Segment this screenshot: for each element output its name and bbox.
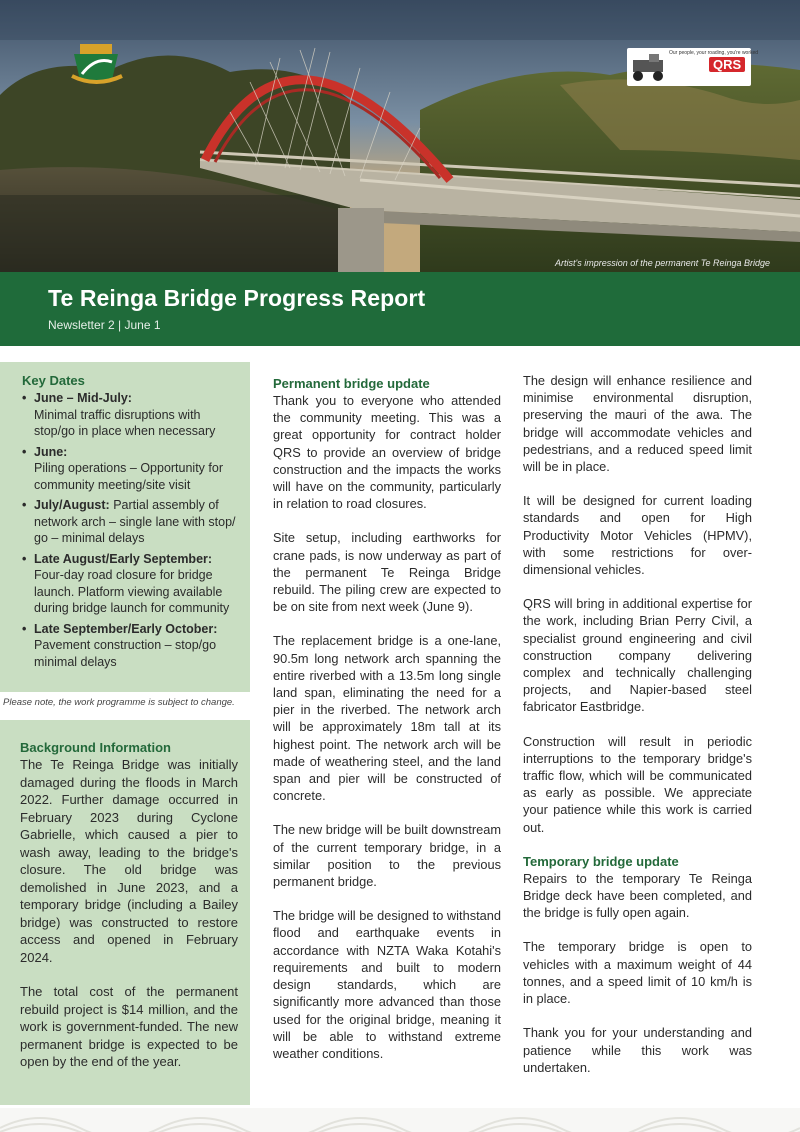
background-heading: Background Information: [20, 740, 171, 755]
paragraph: The Te Reinga Bridge was initially damaged during the floods in March 2022. Further damage occurred in February 2023 during Cyclone Gabrielle, which caused a pier to wash away, leading to the bridge's closure. The old bridge was demolished in June 2023, and a temporary bridge (including a Bailey bridge) was constructed to restore access and opened in February 2024.: [20, 757, 238, 965]
list-item: [22, 390, 244, 440]
key-dates-list: [22, 390, 244, 674]
paragraph: Construction will result in periodic interruptions to the temporary bridge's traffic flow, which will be communicated as early as possible. We appreciate your patience while this work is carried out.: [523, 733, 752, 835]
key-date-title: Late August/Early September:: [34, 551, 213, 566]
council-logo-icon: [68, 40, 128, 86]
newsletter-subtitle: Newsletter 2 | June 1: [48, 318, 161, 332]
paragraph: The temporary bridge is open to vehicles with a maximum weight of 44 tonnes, and a speed limit of 10 km/h is in place.: [523, 939, 752, 1007]
footer-pattern: [0, 1108, 800, 1132]
paragraph: The new bridge will be built downstream of the current temporary bridge, in a similar position to the previous permanent bridge.: [273, 822, 501, 890]
right-column: [523, 372, 752, 1076]
key-date-title: July/August:: [34, 498, 110, 512]
paragraph: The bridge will be designed to withstand flood and earthquake events in accordance with NZTA Waka Kotahi's requirements and built to modern design standards, which are significantly more advanced than those used for the original bridge, meaning it will be able to withstand extreme weather conditions.: [273, 908, 501, 1061]
paragraph: Repairs to the temporary Te Reinga Bridge deck have been completed, and the bridge is fully open again.: [523, 870, 752, 921]
schedule-note: Please note, the work programme is subject to change.: [3, 697, 235, 708]
qrs-name: QRS: [709, 57, 745, 72]
paragraph: The replacement bridge is a one-lane, 90.5m long network arch spanning the entire riverbed with a 13.5m long single land span, eliminating the need for a pier in the riverbed. The network arch will be approximately 18m tall at its highest point. The network arch will be made of weathering steel, and the land span and pier will be constructed of concrete.: [273, 633, 501, 804]
paragraph: The total cost of the permanent rebuild project is $14 million, and the work is government-funded. The new permanent bridge is expected to be open by the end of the year.: [20, 984, 238, 1069]
paragraph: QRS will bring in additional expertise for the work, including Brian Perry Civil, a specialist ground engineering and civil construction company delivering complex and technically challenging projects, and Napier-based steel fabricator Eastbridge.: [523, 596, 752, 715]
background-text: [20, 756, 238, 1071]
key-date-title: Late September/Early October:: [34, 621, 218, 636]
key-date-title: June – Mid-July:: [34, 391, 132, 405]
paragraph: Thank you to everyone who attended the community meeting. This was a great opportunity for contract holder QRS to provide an overview of bridge construction and the impacts the works will have on the community, particularly in relation to road closures.: [273, 393, 501, 512]
page-title: Te Reinga Bridge Progress Report: [48, 285, 426, 311]
paragraph: It will be designed for current loading standards and open for High Productivity Motor Vehicles (HPMV), with some restrictions for over-dimensional vehicles.: [523, 493, 752, 578]
list-item: [22, 621, 244, 671]
list-item: [22, 444, 244, 494]
key-dates-heading: Key Dates: [22, 373, 85, 388]
paragraph: Thank you for your understanding and patience while this work was undertaken.: [523, 1025, 752, 1075]
list-item: [22, 551, 244, 617]
key-date-text: Four-day road closure for bridge launch. Platform viewing available during bridge launch for community: [34, 568, 230, 615]
key-date-text: Pavement construction – stop/go minimal delays: [34, 638, 217, 669]
key-date-text: Partial assembly of network arch – single lane with stop/ go – minimal delays: [34, 498, 236, 545]
grader-icon: [629, 48, 671, 86]
qrs-logo: [627, 48, 759, 86]
key-date-text: Minimal traffic disruptions with stop/go in place when necessary: [34, 407, 216, 438]
permanent-bridge-heading: Permanent bridge update: [273, 376, 430, 391]
list-item: [22, 497, 244, 547]
key-date-title: June:: [34, 444, 68, 459]
key-date-text: Piling operations – Opportunity for community meeting/site visit: [34, 461, 223, 492]
temporary-bridge-heading: Temporary bridge update: [523, 853, 679, 869]
image-caption: Artist's impression of the permanent Te Reinga Bridge: [555, 258, 770, 268]
key-dates-box: [0, 362, 250, 708]
paragraph: Site setup, including earthworks for crane pads, is now underway as part of the permanent Te Reinga Bridge rebuild. The piling crew are expected to be on site from next week (June 9).: [273, 530, 501, 615]
paragraph: The design will enhance resilience and minimise environmental disruption, preserving the mauri of the awa. The bridge will accommodate vehicles and pedestrians, and a reduced speed limit will be in place.: [523, 373, 752, 475]
title-banner: [0, 272, 800, 346]
permanent-bridge-column: [273, 375, 501, 1062]
background-box: [0, 720, 250, 1105]
qrs-tagline: Our people, your roading, you're worked: [669, 50, 759, 56]
